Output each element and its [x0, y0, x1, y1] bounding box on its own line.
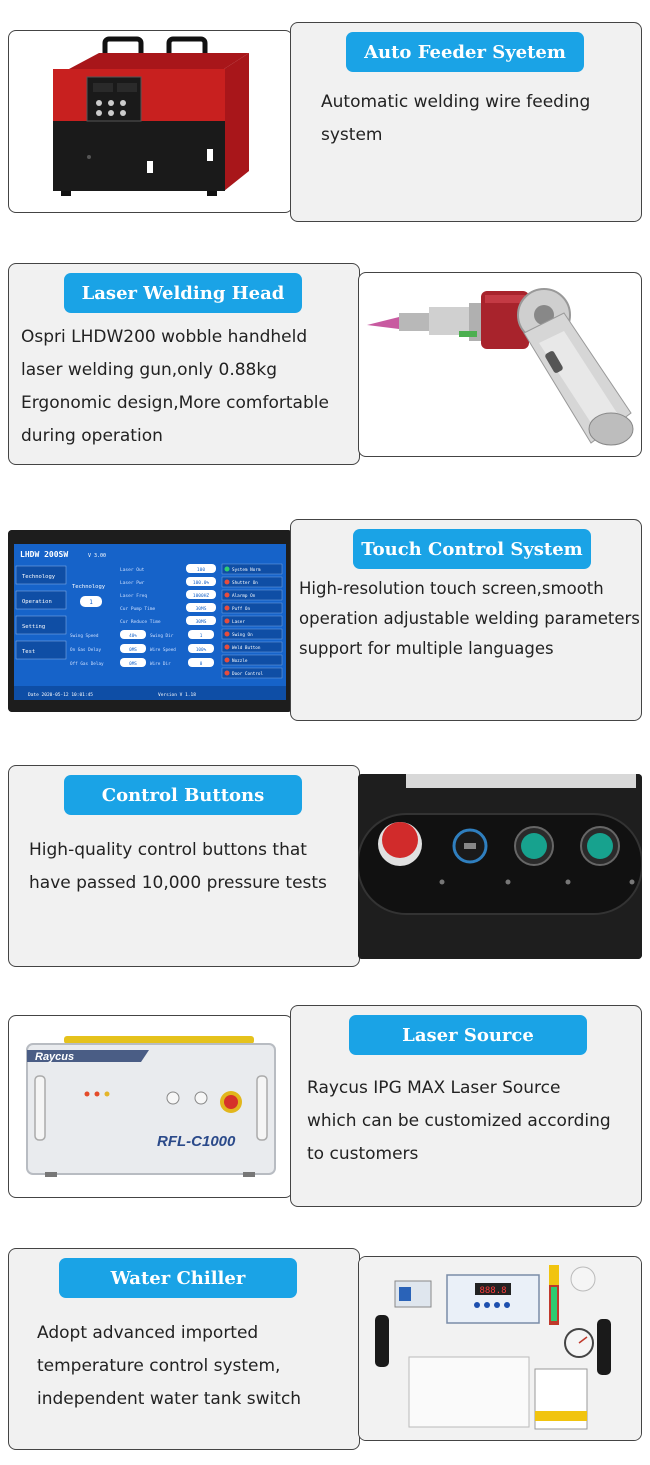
screen-status-led [225, 580, 230, 585]
screen-menu-label: Setting [22, 624, 46, 630]
description-line: Adopt advanced imported [37, 1323, 259, 1343]
screen-header: LHDW 200SW [20, 550, 69, 559]
screen-status-led [225, 606, 230, 611]
screen-footer-version: Version V 1.18 [158, 693, 196, 698]
section-title: Laser Source [349, 1015, 587, 1055]
section-description [299, 574, 640, 664]
description-line: support for multiple languages [299, 639, 554, 658]
chiller-display: 888.8 [479, 1286, 507, 1296]
screen-status-led [225, 632, 230, 637]
touch-control-text-box [290, 519, 642, 721]
description-line: during operation [21, 426, 163, 446]
description-line: which can be customized according [307, 1111, 611, 1131]
screen-status-led [225, 658, 230, 663]
screen-param-value: 30MS [195, 620, 207, 625]
screen-menu-label: Technology [22, 574, 56, 580]
screen-param-value: 0MS [129, 662, 137, 667]
screen-param-label: Laser Pwr [120, 581, 145, 586]
wire-feeder-machine-image [9, 31, 292, 212]
screen-status-led [225, 645, 230, 650]
water-chiller-text-box [8, 1248, 360, 1450]
screen-status-label: Shutter On [232, 581, 258, 586]
screen-param-value: 1000HZ [192, 594, 210, 599]
screen-param-label: Laser Out [120, 568, 145, 573]
description-line: to customers [307, 1144, 419, 1164]
description-line: High-quality control buttons that [29, 840, 307, 860]
screen-param-label: Swing Dir [150, 634, 174, 639]
control-buttons-panel-image [358, 774, 642, 959]
screen-param-label: Wire Speed [150, 648, 176, 653]
screen-param-label: Off Gas Delay [70, 662, 104, 667]
screen-param-label: Laser Freq [120, 594, 148, 599]
screen-menu-label: Test [22, 649, 36, 655]
description-line: temperature control system, [37, 1356, 281, 1376]
screen-status-label: Puff On [232, 607, 251, 612]
screen-status-row [222, 616, 282, 626]
feeder-image-box [8, 30, 293, 213]
description-line: Ergonomic design,More comfortable [21, 393, 329, 413]
description-line: Raycus IPG MAX Laser Source [307, 1078, 561, 1098]
section-title: Auto Feeder Syetem [346, 32, 584, 72]
laser-source-brand: Raycus [35, 1051, 75, 1063]
feeder-text-box [290, 22, 642, 222]
screen-param-value: 100.0% [192, 581, 210, 586]
screen-param-value: 0MS [129, 648, 137, 653]
screen-status-label: Swing On [232, 633, 253, 638]
laser-source-image-box [8, 1015, 293, 1198]
screen-status-led [225, 619, 230, 624]
control-buttons-text-box [8, 765, 360, 967]
screen-param-label: Swing Speed [70, 634, 99, 639]
screen-status-label: Alarmp On [232, 594, 256, 599]
section-description [307, 1072, 611, 1171]
section-description [21, 321, 329, 453]
touch-screen-panel-image [8, 530, 292, 712]
screen-tech-label: Technology [72, 584, 106, 590]
screen-status-led [225, 671, 230, 676]
laser-welding-gun-image [359, 273, 641, 456]
screen-param-value: 100 [196, 568, 206, 573]
laser-source-unit-image [9, 1016, 292, 1197]
screen-param-value: 40% [129, 634, 137, 639]
screen-menu-label: Operation [22, 599, 52, 605]
description-line: independent water tank switch [37, 1389, 302, 1409]
section-description [29, 834, 327, 900]
screen-status-row [222, 603, 282, 613]
screen-param-value: 1 [199, 634, 203, 639]
welding-head-image-box [358, 272, 642, 457]
screen-param-value: 30MS [195, 607, 207, 612]
section-description [321, 86, 590, 152]
screen-header-version: V 3.00 [88, 553, 107, 559]
screen-param-value: 100% [195, 648, 207, 653]
welding-head-text-box [8, 263, 360, 465]
description-line: system [321, 125, 383, 145]
section-description [37, 1317, 301, 1416]
screen-status-label: Weld Button [232, 646, 261, 651]
screen-status-label: Nozzle [232, 659, 248, 664]
laser-source-text-box [290, 1005, 642, 1207]
screen-footer-date: Date 2020-05-12 10:01:45 [28, 693, 94, 698]
description-line: have passed 10,000 pressure tests [29, 873, 327, 893]
screen-tech-value: 1 [89, 599, 93, 606]
water-chiller-image-box [358, 1256, 642, 1441]
control-buttons-image-box [358, 774, 642, 959]
screen-param-value: 0 [199, 662, 203, 667]
water-chiller-unit-image [359, 1257, 641, 1440]
section-title: Laser Welding Head [64, 273, 302, 313]
touch-screen-image-box [8, 530, 292, 712]
description-line: Ospri LHDW200 wobble handheld [21, 327, 308, 347]
screen-status-label: Laser [232, 620, 245, 625]
section-title: Water Chiller [59, 1258, 297, 1298]
screen-param-label: Cur Reduce Time [120, 620, 161, 625]
screen-param-label: Wire Dir [150, 662, 171, 667]
screen-status-label: System Norm [232, 568, 261, 573]
screen-status-led [225, 567, 230, 572]
description-line: laser welding gun,only 0.88kg [21, 360, 278, 380]
screen-status-row [222, 655, 282, 665]
description-line: High-resolution touch screen,smooth [299, 579, 604, 598]
section-title: Control Buttons [64, 775, 302, 815]
description-line: Automatic welding wire feeding [321, 92, 591, 112]
description-line: operation adjustable welding parameters [299, 609, 640, 628]
screen-status-led [225, 593, 230, 598]
section-title: Touch Control System [353, 529, 591, 569]
laser-source-model: RFL-C1000 [157, 1133, 236, 1150]
screen-param-label: On Gas Delay [70, 648, 102, 653]
screen-param-label: Cur Pump Time [120, 607, 156, 612]
screen-status-label: Door Control [232, 672, 264, 677]
